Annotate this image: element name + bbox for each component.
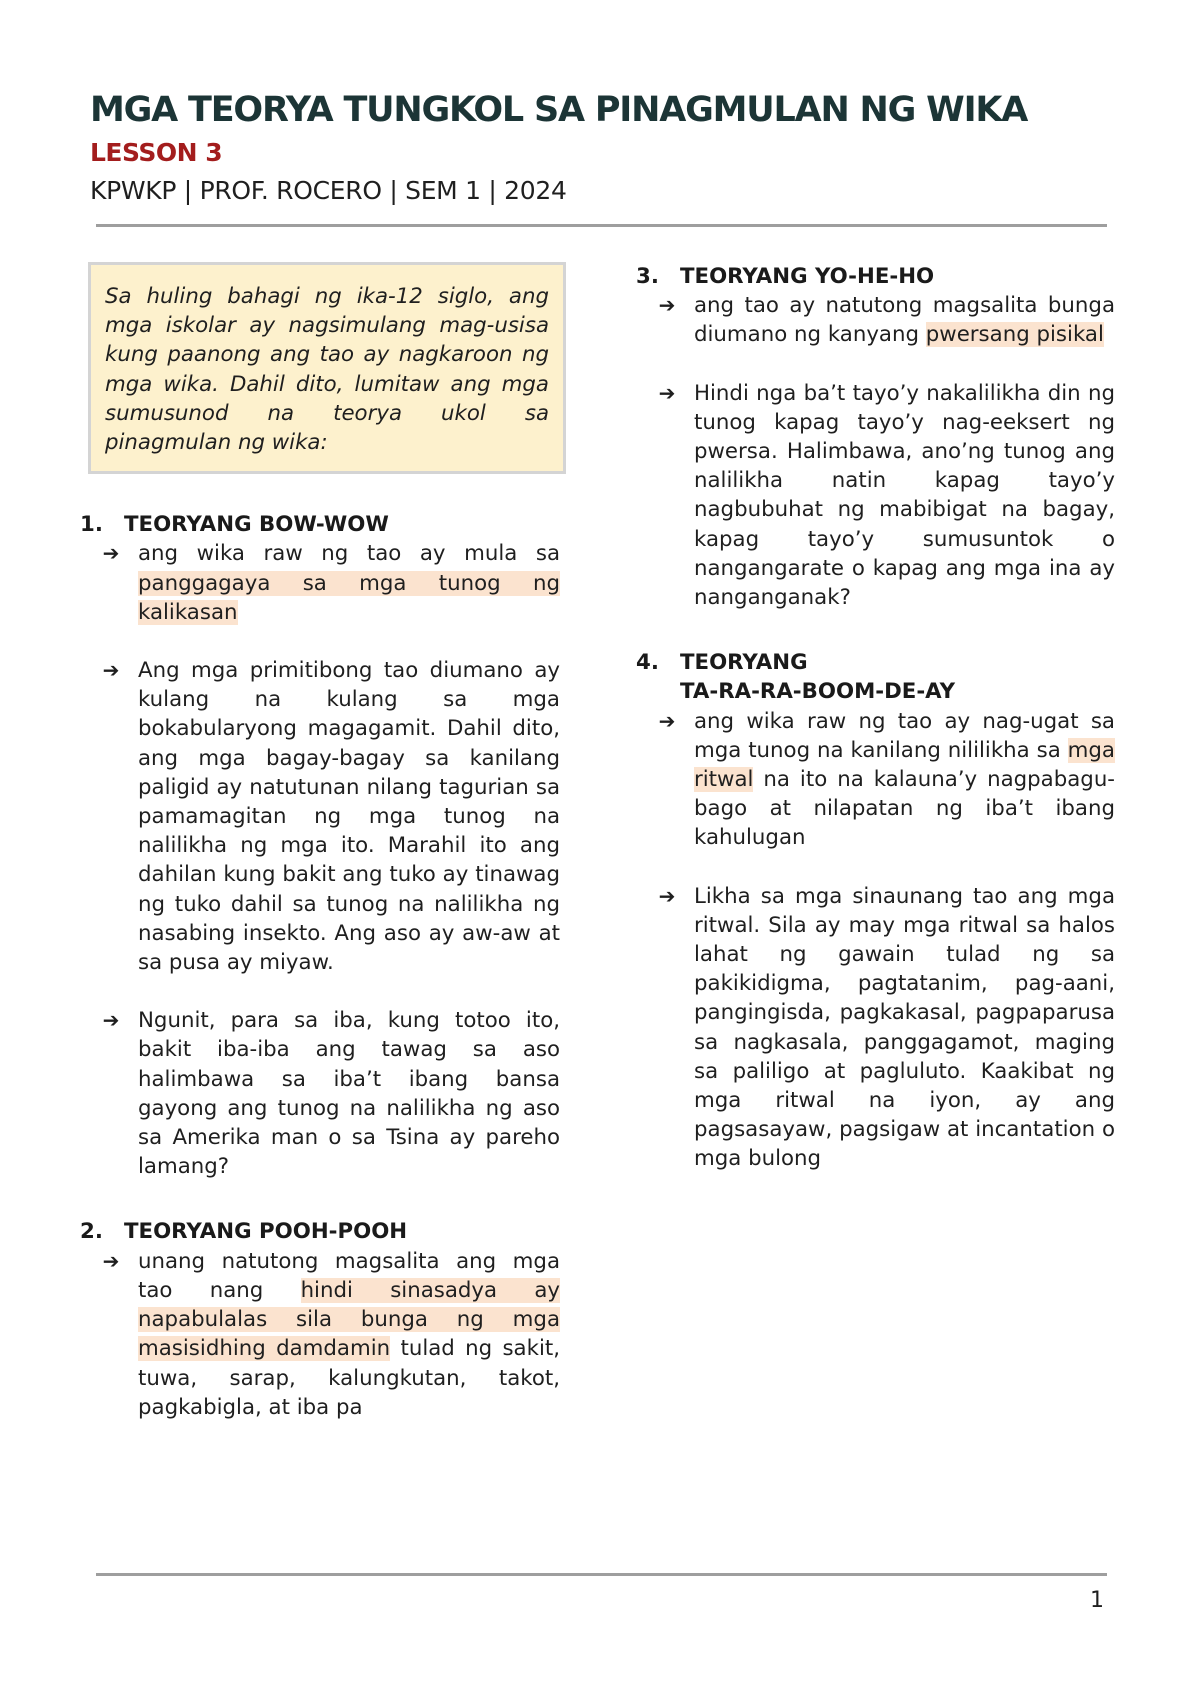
bullet-text (694, 379, 1115, 613)
lesson-label: LESSON 3 (90, 138, 223, 167)
right-column (636, 262, 1115, 1174)
section-heading (636, 262, 1115, 291)
left-column (80, 262, 560, 1422)
text-segment: Likha sa mga sinaunang tao ang mga ritwal. Sila ay may mga ritwal sa halos lahat ng gawain tulad ng sa pakikidigma, pagtatanim, pag-aani, pangingisda, pagkakasal, pagpaparusa sa nagkasala, panggagamot, maging sa paliligo at pagluluto. Kaakibat ng mga ritwal na iyon, ay ang pagsasayaw, pagsigaw at incantation o mga bulong (694, 883, 1115, 1172)
bullet-text (138, 656, 560, 977)
text-segment: Hindi nga ba’t tayo’y nakalilikha din ng tunog kapag tayo’y nag-eeksert ng pwersa. Halimbawa, ano’ng tunog ang nalilikha natin kapag tayo’y nagbubuhat ng mabibigat na bagay, kapag tayo’y sumusuntok o nangangarate o kapag ang mga ina ay nanganganak? (694, 380, 1115, 611)
page-number: 1 (1090, 1588, 1104, 1613)
bullet-item (636, 379, 1115, 613)
text-segment: unang natutong magsalita ang mga tao nang (138, 1248, 560, 1303)
highlighted-text: pwersang pisikal (925, 322, 1104, 348)
arrow-right-icon: ➔ (102, 658, 120, 683)
section-number: 2. (80, 1219, 103, 1245)
section-number: 1. (80, 512, 103, 538)
header-divider (96, 224, 1107, 227)
text-segment: Ngunit, para sa iba, kung totoo ito, bakit iba-iba ang tawag sa aso halimbawa sa iba’t ibang bansa gayong ang tunog na nalilikha ng aso sa Amerika man o sa Tsina ay pareho lamang? (138, 1008, 560, 1180)
highlighted-text: hindi sinasadya ay napabulalas sila bunga ng mga masisidhing damdamin (138, 1277, 560, 1362)
section-heading (80, 510, 560, 539)
sections-right (636, 262, 1115, 1174)
arrow-right-icon: ➔ (658, 380, 676, 405)
bullet-item (80, 1006, 560, 1181)
section-4 (636, 648, 1115, 1173)
text-segment: ang tao ay natutong magsalita bunga diumano ng kanyang (694, 293, 1115, 348)
arrow-right-icon: ➔ (102, 1248, 120, 1273)
bullet-text (694, 707, 1115, 853)
highlighted-text: panggagaya sa mga tunog ng kalikasan (138, 570, 560, 625)
section-2 (80, 1217, 560, 1421)
section-title: TEORYANG YO-HE-HO (680, 264, 935, 289)
arrow-right-icon: ➔ (102, 541, 120, 566)
course-meta: KPWKP | PROF. ROCERO | SEM 1 | 2024 (90, 176, 567, 205)
section-number: 3. (636, 264, 659, 289)
section-heading (636, 648, 1115, 706)
section-3 (636, 262, 1115, 612)
document-title: MGA TEORYA TUNGKOL SA PINAGMULAN NG WIKA (90, 90, 1028, 130)
bullet-item (636, 707, 1115, 853)
bullet-text (138, 1006, 560, 1181)
text-segment: ang wika raw ng tao ay mula sa (138, 541, 560, 567)
footer-divider (96, 1573, 1107, 1576)
bullet-item (636, 882, 1115, 1174)
bullet-item (80, 539, 560, 627)
bullet-item (80, 656, 560, 977)
intro-box: Sa huling bahagi ng ika-12 siglo, ang mga iskolar ay nagsimulang mag-usisa kung paanong ang tao ay nagkaroon ng mga wika. Dahil dito, lumitaw ang mga sumusunod na teorya ukol sa pinagmulan ng wika: (88, 262, 566, 474)
arrow-right-icon: ➔ (658, 708, 676, 733)
text-segment: tulad ng sakit, tuwa, sarap, kalungkutan, takot, pagkabigla, at iba pa (138, 1336, 560, 1420)
section-1 (80, 510, 560, 1181)
section-title: TEORYANG POOH-POOH (124, 1219, 408, 1245)
bullet-item (636, 291, 1115, 349)
bullet-text (694, 882, 1115, 1174)
text-segment: na ito na kalauna’y nagpabagu-bago at nilapatan ng iba’t ibang kahulugan (694, 767, 1115, 851)
sections-left (80, 510, 560, 1422)
bullet-item (80, 1247, 560, 1422)
arrow-right-icon: ➔ (658, 883, 676, 908)
text-segment: Ang mga primitibong tao diumano ay kulang na kulang sa mga bokabularyong magagamit. Dahil dito, ang mga bagay-bagay sa kanilang paligid ay natutunan nilang tagurian sa pamamagitan ng mga tunog na nalilikha ng mga ito. Marahil ito ang dahilan kung bakit ang tuko ay tinawag ng tuko dahil sa tunog na nalilikha ng nasabing insekto. Ang aso ay aw-aw at sa pusa ay miyaw. (138, 658, 560, 976)
section-number: 4. (636, 650, 659, 676)
bullet-text (138, 1247, 560, 1422)
bullet-text (138, 539, 560, 627)
bullet-text (694, 291, 1115, 349)
arrow-right-icon: ➔ (658, 293, 676, 318)
highlighted-text: mga ritwal (694, 737, 1115, 793)
document-header (90, 86, 1120, 210)
section-title: TEORYANG TA-RA-RA-BOOM-DE-AY (680, 650, 956, 705)
arrow-right-icon: ➔ (102, 1008, 120, 1033)
section-title: TEORYANG BOW-WOW (124, 512, 389, 538)
section-heading (80, 1217, 560, 1246)
text-segment: ang wika raw ng tao ay nag-ugat sa mga tunog na kanilang nililikha sa (694, 708, 1115, 763)
